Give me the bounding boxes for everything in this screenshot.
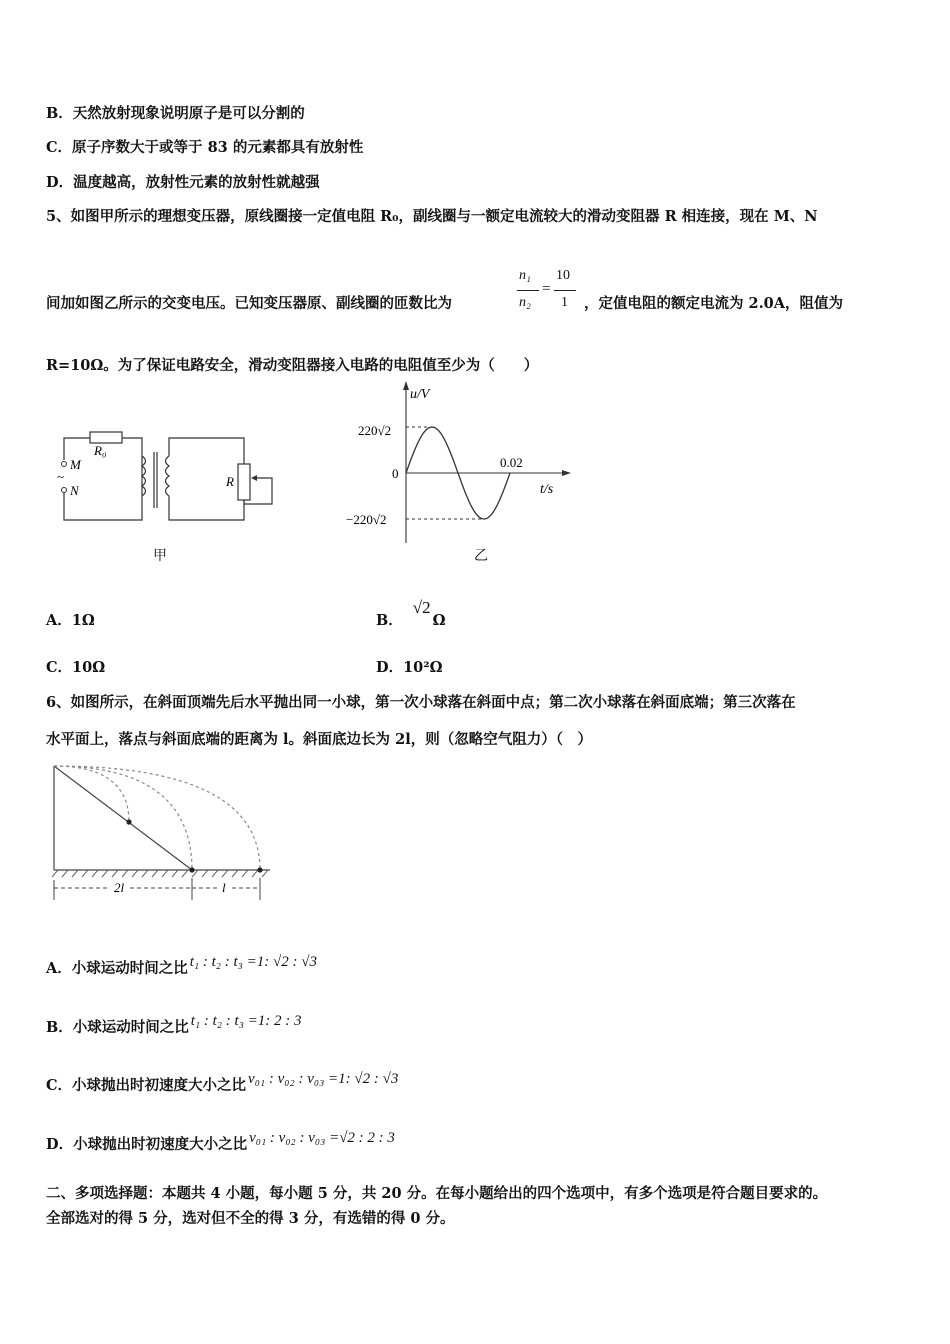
q5-stem-line2-post: ，定值电阻的额定电流为 2.0A，阻值为 (584, 295, 844, 312)
incline-projectile-diagram (48, 760, 278, 905)
origin-label: 0 (392, 466, 399, 481)
ground-hatching (52, 870, 268, 877)
variable-resistor-shape (238, 464, 250, 500)
period-tick-label: 0.02 (500, 455, 523, 470)
ratio-1: 1 (561, 295, 568, 310)
q6-option-d-text: D．小球抛出时初速度大小之比 (46, 1136, 248, 1153)
q5-option-a: A．1Ω (46, 612, 95, 629)
voltage-time-graph (340, 378, 580, 548)
label-r0: R₀ (94, 443, 107, 458)
q5-option-c: C．10Ω (46, 659, 106, 676)
q5-option-b-unit: Ω (432, 612, 446, 629)
q6-option-a-text: A．小球运动时间之比 (46, 960, 188, 977)
x-axis-arrow (562, 470, 571, 476)
ratio-10: 10 (556, 268, 570, 283)
y-axis-arrow (403, 381, 409, 390)
label-tilde: ~ (57, 469, 65, 484)
q6-option-c-formula: v₀₁ : v₀₂ : v₀₃ =1: √2 : √3 (248, 1071, 399, 1087)
q5-option-b-prefix: B． (376, 612, 403, 629)
ratio-equals: = (542, 281, 551, 297)
landing-point-1 (126, 819, 131, 824)
ratio-n2: n₂ (519, 295, 531, 310)
q6-option-b-text: B．小球运动时间之比 (46, 1019, 189, 1036)
q5-option-b (376, 598, 446, 630)
q5-stem-line3: R=10Ω。为了保证电路安全，滑动变阻器接入电路的电阻值至少为（ ） (46, 357, 539, 374)
q5-stem-line1: 5、如图甲所示的理想变压器，原线圈接一定值电阻 R₀，副线圈与一额定电流较大的滑动变阻器 R 相连接，现在 M、N (46, 208, 818, 225)
q6-option-c (46, 1071, 399, 1095)
q6-option-b-formula: t₁ : t₂ : t₃ =1: 2 : 3 (190, 1013, 302, 1029)
label-n: N (70, 483, 79, 498)
q6-option-d-formula: v₀₁ : v₀₂ : v₀₃ =√2 : 2 : 3 (249, 1130, 395, 1146)
q5-option-d: D．10²Ω (376, 659, 443, 676)
q5-stem-line2-pre: 间加如图乙所示的交变电压。已知变压器原、副线圈的匝数比为 (46, 295, 452, 312)
landing-point-3 (257, 867, 262, 872)
q6-option-c-text: C．小球抛出时初速度大小之比 (46, 1077, 247, 1094)
length-label-2l: 2l (114, 880, 125, 895)
q4-option-c: C．原子序数大于或等于 83 的元素都具有放射性 (46, 139, 364, 156)
ratio-n1: n₁ (519, 268, 531, 283)
label-m: M (70, 457, 81, 472)
incline-slope (54, 766, 192, 870)
resistor-r0-shape (90, 432, 122, 443)
q6-option-b (46, 1013, 302, 1037)
q6-stem-line2: 水平面上，落点与斜面底端的距离为 l。斜面底边长为 2l，则（忽略空气阻力）（ ） (46, 731, 592, 748)
fraction-bar-left (517, 290, 539, 291)
x-axis-label: t/s (540, 482, 554, 497)
q5-option-b-root: √2 (412, 598, 431, 617)
q4-option-d: D．温度越高，放射性元素的放射性就越强 (46, 174, 320, 191)
y-max-tick-label: 220√2 (358, 423, 392, 438)
section2-instructions-line2: 全部选对的得 5 分，选对但不全的得 3 分，有选错的得 0 分。 (46, 1210, 455, 1227)
landing-point-2 (189, 867, 194, 872)
q6-stem-line1: 6、如图所示，在斜面顶端先后水平抛出同一小球，第一次小球落在斜面中点；第二次小球落在斜面底端；第三次落在 (46, 694, 796, 711)
label-r: R (226, 474, 234, 489)
figure-jia-caption: 甲 (153, 548, 167, 564)
transformer-circuit-diagram (50, 420, 290, 535)
y-axis-label: u/V (410, 387, 430, 402)
figure-yi-caption: 乙 (474, 548, 488, 564)
q6-option-a-formula: t₁ : t₂ : t₃ =1: √2 : √3 (189, 954, 317, 970)
q6-option-a (46, 954, 317, 978)
fraction-bar-right (554, 290, 576, 291)
y-min-tick-label: −220√2 (346, 512, 387, 527)
q6-option-d (46, 1130, 395, 1154)
q4-option-b: B．天然放射现象说明原子是可以分割的 (46, 105, 305, 122)
section2-instructions-line1: 二、多项选择题：本题共 4 小题，每小题 5 分，共 20 分。在每小题给出的四个选项中，有多个选项是符合题目要求的。 (46, 1185, 828, 1202)
length-label-l: l (222, 880, 226, 895)
trajectory-3 (54, 766, 260, 870)
